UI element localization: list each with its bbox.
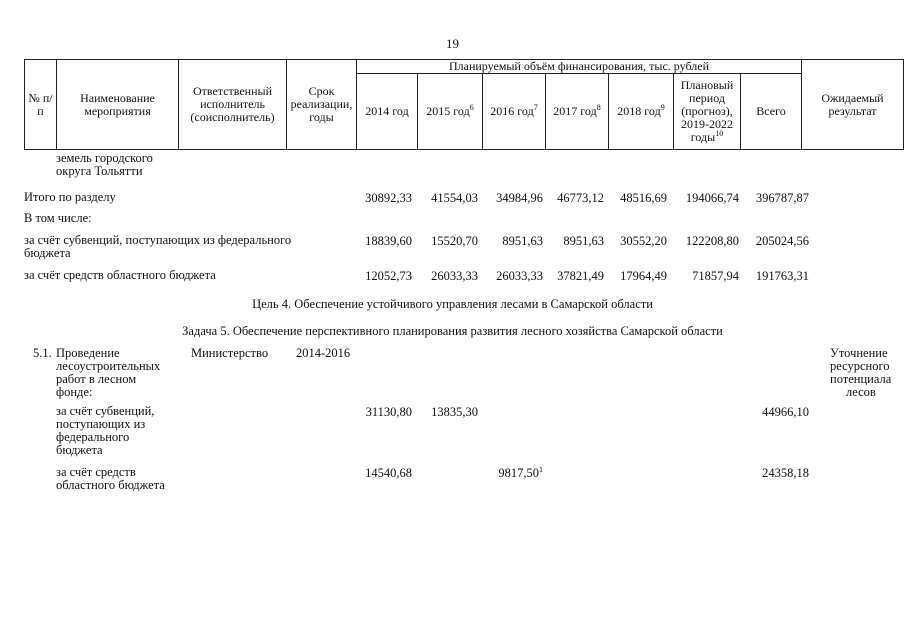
continuation-line-2: округа Тольятти — [56, 164, 143, 178]
item-name-2: лесоустроительных — [56, 359, 161, 373]
item-result-3: потенциала — [830, 372, 892, 386]
row-regional-2018: 17964,49 — [620, 269, 667, 283]
row-federal-label-1: за счёт субвенций, поступающих из федерального — [24, 233, 292, 247]
item-number: 5.1. — [33, 346, 52, 360]
row-total-2016: 34984,96 — [496, 191, 543, 205]
item-responsible: Министерство — [191, 346, 269, 360]
header-col-number: № п/п — [25, 60, 57, 150]
row-regional-sum: 191763,31 — [755, 269, 809, 283]
row-total-sum: 396787,87 — [755, 191, 809, 205]
row-regional-2015: 26033,33 — [431, 269, 478, 283]
item-name-3: работ в лесном — [56, 372, 137, 386]
row-federal-2015: 15520,70 — [431, 234, 478, 248]
continuation-line-1: земель городского — [56, 151, 153, 165]
header-col-responsible: Ответственный исполнитель (соисполнитель) — [179, 60, 287, 150]
row-total-2017: 46773,12 — [557, 191, 604, 205]
header-col-result: Ожидаемый результат — [802, 60, 904, 150]
row-federal-label-2: бюджета — [24, 246, 71, 260]
row-regional-label: за счёт средств областного бюджета — [24, 268, 216, 282]
sub2-2016: 9817,50$^1$ — [498, 464, 543, 480]
item-name-1: Проведение — [56, 346, 120, 360]
row-total-2015: 41554,03 — [431, 191, 478, 205]
item-name-4: фонде: — [56, 385, 93, 399]
row-federal-2014: 18839,60 — [365, 234, 412, 248]
header-col-plan: Плановый период (прогноз), 2019-2022 годы$^{10}$ — [674, 74, 741, 150]
page-number: 19 — [446, 36, 459, 51]
header-year-2016: 2016 год$^7$ — [483, 74, 546, 150]
item-result-4: лесов — [846, 385, 876, 399]
sub1-label-3: федерального — [56, 430, 130, 444]
sub1-label-4: бюджета — [56, 443, 103, 457]
sub2-total: 24358,18 — [762, 466, 809, 480]
row-federal-sum: 205024,56 — [755, 234, 809, 248]
row-federal-2018: 30552,20 — [620, 234, 667, 248]
sub2-2014: 14540,68 — [365, 466, 412, 480]
task-heading: Задача 5. Обеспечение перспективного планирования развития лесного хозяйства Самарской области — [182, 324, 723, 338]
item-term: 2014-2016 — [296, 346, 351, 360]
header-year-2017: 2017 год$^8$ — [546, 74, 609, 150]
row-including-label: В том числе: — [24, 211, 92, 225]
goal-heading: Цель 4. Обеспечение устойчивого управления лесами в Самарской области — [252, 297, 653, 311]
header-year-2015: 2015 год$^6$ — [418, 74, 483, 150]
item-result-2: ресурсного — [830, 359, 890, 373]
sub2-label-2: областного бюджета — [56, 478, 165, 492]
row-total-2018: 48516,69 — [620, 191, 667, 205]
row-federal-2017: 8951,63 — [563, 234, 604, 248]
header-year-2018: 2018 год$^9$ — [609, 74, 674, 150]
row-regional-2016: 26033,33 — [496, 269, 543, 283]
sub1-2015: 13835,30 — [431, 405, 478, 419]
header-year-2014: 2014 год — [357, 74, 418, 150]
sub1-label-2: поступающих из — [56, 417, 146, 431]
sub1-total: 44966,10 — [762, 405, 809, 419]
row-federal-2016: 8951,63 — [502, 234, 543, 248]
header-col-name: Наименование мероприятия — [57, 60, 179, 150]
header-col-total: Всего — [741, 74, 802, 150]
row-regional-plan: 71857,94 — [692, 269, 739, 283]
sub1-2014: 31130,80 — [365, 405, 412, 419]
sub1-label-1: за счёт субвенций, — [56, 404, 155, 418]
row-total-2014: 30892,33 — [365, 191, 412, 205]
row-total-label: Итого по разделу — [24, 190, 116, 204]
row-total-plan: 194066,74 — [685, 191, 739, 205]
header-col-funding: Планируемый объём финансирования, тыс. рублей — [357, 60, 802, 74]
header-col-term: Срок реализации, годы — [287, 60, 357, 150]
table-header — [24, 59, 904, 150]
item-result-1: Уточнение — [830, 346, 888, 360]
row-federal-plan: 122208,80 — [685, 234, 739, 248]
row-regional-2017: 37821,49 — [557, 269, 604, 283]
sub2-label-1: за счёт средств — [56, 465, 136, 479]
row-regional-2014: 12052,73 — [365, 269, 412, 283]
